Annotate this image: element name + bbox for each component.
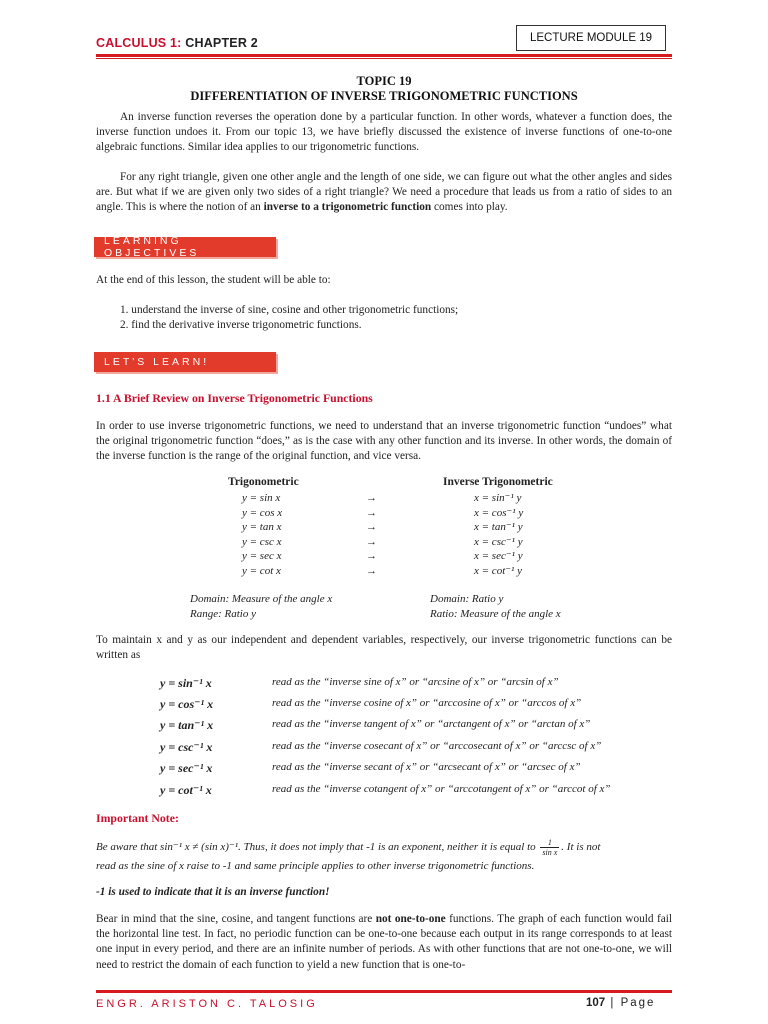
table-left-col [242,491,282,579]
inverse-formula: y = csc⁻¹ x [160,740,213,754]
course-label: CALCULUS 1: [96,36,182,50]
table-cell: y = sin x [242,492,281,504]
lets-learn-banner: LET'S LEARN! [94,352,276,372]
page-number: 107 [586,997,606,1009]
inverse-reading: read as the “inverse cosecant of x” or “arccosecant of x” or “arccsc of x” [272,740,602,752]
table-cell: y = tan x [242,521,282,534]
objectives-list [120,303,458,333]
arrow-icon: → [366,521,377,534]
bear-paragraph: Bear in mind that the sine, cosine, and tangent functions are not one-to-one functions. The graph of each function would fail the horizontal line test. In fact, no periodic function can be one-to-one because each output in its range corresponds to at least one input in every period, and there are an infinite number of periods. As with other functions that are not one-to-one, we will need to restrict the domain of each function to yield a new function that is one-to- [96,913,672,971]
table-cell: y = cos x [242,506,283,519]
table-cell: x = cot⁻¹ y [474,564,522,577]
left-domain: Domain: Measure of the angle x [190,593,333,605]
table-left-notes [190,592,332,621]
table-cell: x = tan⁻¹ y [474,521,523,534]
table-cell: y = sec x [242,550,282,563]
table-cell: x = csc⁻¹ y [474,535,523,548]
inverse-formula: y = tan⁻¹ x [160,718,214,732]
note-line-2: read as the sine of x raise to -1 and same principle applies to other inverse trigonometric functions. [96,860,535,872]
learning-objectives-banner: LEARNING OBJECTIVES [94,237,276,257]
inverse-formula: y = cot⁻¹ x [160,783,212,797]
bold-phrase: not one-to-one [375,913,446,925]
footer-page [586,997,655,1009]
module-box: LECTURE MODULE 19 [516,25,666,51]
header-rule-thin [96,58,672,59]
arrow-icon: → [366,550,377,563]
intro-paragraph-1: An inverse function reverses the operation done by a particular function. In other words, whatever a function does, the inverse function undoes it. From our topic 13, we have briefly discussed the existence of inverse functions of one-to-one algebraic functions. Similar idea applies to our trigonometric functions. [96,111,672,154]
right-domain: Domain: Ratio y [430,593,504,605]
header-rule [96,54,672,57]
arrow-icon: → [366,535,377,548]
important-note-head: Important Note: [96,811,179,825]
table-cell: y = csc x [242,535,282,548]
inverse-formula: y = sin⁻¹ x [160,676,212,690]
list-item: 1. understand the inverse of sine, cosine and other trigonometric functions; [120,304,459,316]
table-arrow-col [366,491,377,579]
table-right-col [474,491,523,579]
table-right-notes [430,592,561,621]
header-course [96,36,258,50]
arrow-icon: → [366,564,377,577]
table-cell: y = cot x [242,564,281,577]
table-right-head: Inverse Trigonometric [443,476,553,488]
section-title: 1.1 A Brief Review on Inverse Trigonometric Functions [96,391,373,405]
arrow-icon: → [366,492,377,504]
inverse-reading: read as the “inverse tangent of x” or “arctangent of x” or “arctan of x” [272,718,591,730]
bold-phrase: inverse to a trigonometric function [263,201,432,214]
inverse-reading: read as the “inverse secant of x” or “arcsecant of x” or “arcsec of x” [272,761,581,773]
inverse-reading: read as the “inverse cosine of x” or “arccosine of x” or “arccos of x” [272,697,582,709]
page-label: | Page [605,997,656,1009]
table-cell: x = sin⁻¹ y [474,492,522,504]
inverse-formula: y = sec⁻¹ x [160,761,213,775]
inverse-reading: read as the “inverse cotangent of x” or “arccotangent of x” or “arccot of x” [272,783,611,795]
table-cell: x = cos⁻¹ y [474,506,524,519]
table-cell: x = sec⁻¹ y [474,550,523,563]
left-range: Range: Ratio y [190,607,256,620]
note-line-1: Be aware that sin⁻¹ x ≠ (sin x)⁻¹. Thus, it does not imply that -1 is an exponent, neither it is equal to $\frac{1}{\text{sin x}}$ . It is not [96,838,601,857]
learn-paragraph: In order to use inverse trigonometric functions, we need to understand that an inverse trigonometric function “undoes” what the original trigonometric function “does,” as is the case with any other function and its inverse. In other words, the domain of the inverse function is the range of the original function, and vice versa. [96,420,672,463]
footer-author: ENGR. ARISTON C. TALOSIG [96,998,318,1010]
list-item: 2. find the derivative inverse trigonometric functions. [120,319,362,332]
maintain-paragraph: To maintain x and y as our independent and dependent variables, respectively, our inverse trigonometric functions can be written as [96,634,672,662]
objectives-lead: At the end of this lesson, the student will be able to: [96,274,331,286]
table-left-head: Trigonometric [228,476,299,488]
note-emphasis: -1 is used to indicate that it is an inverse function! [96,886,330,898]
fraction: $\frac{1}{\text{sin x}}$ [542,838,558,857]
topic-title: DIFFERENTIATION OF INVERSE TRIGONOMETRIC FUNCTIONS [190,89,578,103]
inverse-reading: read as the “inverse sine of x” or “arcsine of x” or “arcsin of x” [272,676,559,688]
right-ratio: Ratio: Measure of the angle x [430,607,561,620]
chapter-label: CHAPTER 2 [185,36,258,50]
inverse-formula: y = cos⁻¹ x [160,697,214,711]
footer-rule [96,990,672,993]
arrow-icon: → [366,506,377,519]
intro-paragraph-2: For any right triangle, given one other angle and the length of one side, we can figure out what the other angles and sides are. But what if we are given only two sides of a right triangle? We need a procedure that leads us from a ratio of sides to an angle. This is where the notion of an inverse to a trigonometric function comes into play. [96,171,672,214]
topic-number: TOPIC 19 [356,74,412,88]
